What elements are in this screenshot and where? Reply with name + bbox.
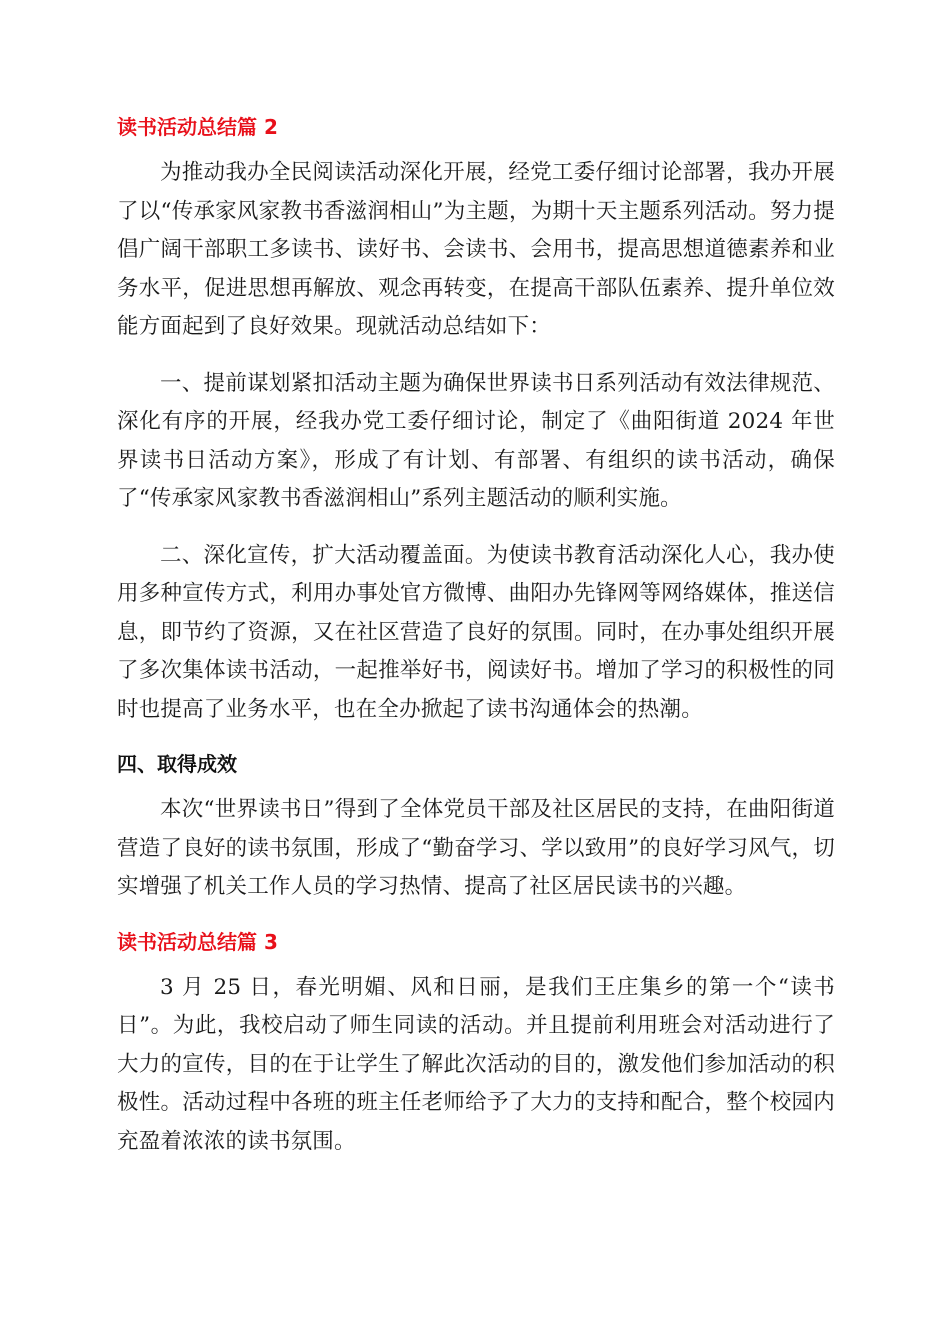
section-3-paragraph: 3 月 25 日，春光明媚、风和日丽，是我们王庄集乡的第一个“读书日”。为此，我校启动了师生同读的活动。并且提前利用班会对活动进行了大力的宣传，目的在于让学生了解此次活动的目的，激发他们参加活动的积极性。活动过程中各班的班主任老师给予了大力的支持和配合，整个校园内充盈着浓浓的读书氛围。 [117,974,835,1154]
section-2-point-1-paragraph: 一、提前谋划紧扣活动主题为确保世界读书日系列活动有效法律规范、深化有序的开展，经我办党工委仔细讨论，制定了《曲阳街道 2024 年世界读书日活动方案》，形成了有计划、有部署、有组织的读书活动，确保了“传承家风家教书香滋润相山”系列主题活动的顺利实施。 [117,370,835,511]
section-2-intro-paragraph: 为推动我办全民阅读活动深化开展，经党工委仔细讨论部署，我办开展了以“传承家风家教书香滋润相山”为主题，为期十天主题系列活动。努力提倡广阔干部职工多读书、读好书、会读书、会用书，提高思想道德素养和业务水平，促进思想再解放、观念再转变，在提高干部队伍素养、提升单位效能方面起到了良好效果。现就活动总结如下： [117,160,835,339]
results-paragraph: 本次“世界读书日”得到了全体党员干部及社区居民的支持，在曲阳街道营造了良好的读书氛围，形成了“勤奋学习、学以致用”的良好学习风气，切实增强了机关工作人员的学习热情、提高了社区居民读书的兴趣。 [117,797,835,899]
section-2-point-2-paragraph: 二、深化宣传，扩大活动覆盖面。为使读书教育活动深化人心，我办使用多种宣传方式，利用办事处官方微博、曲阳办先锋网等网络媒体，推送信息，即节约了资源，又在社区营造了良好的氛围。同时，在办事处组织开展了多次集体读书活动，一起推举好书，阅读好书。增加了学习的积极性的同时也提高了业务水平，也在全办掀起了读书沟通体会的热潮。 [117,542,835,722]
results-heading: 四、取得成效 [117,752,237,776]
section-2-title: 读书活动总结篇 2 [117,115,278,139]
section-3-title: 读书活动总结篇 3 [117,929,278,954]
document-page [117,110,835,1179]
